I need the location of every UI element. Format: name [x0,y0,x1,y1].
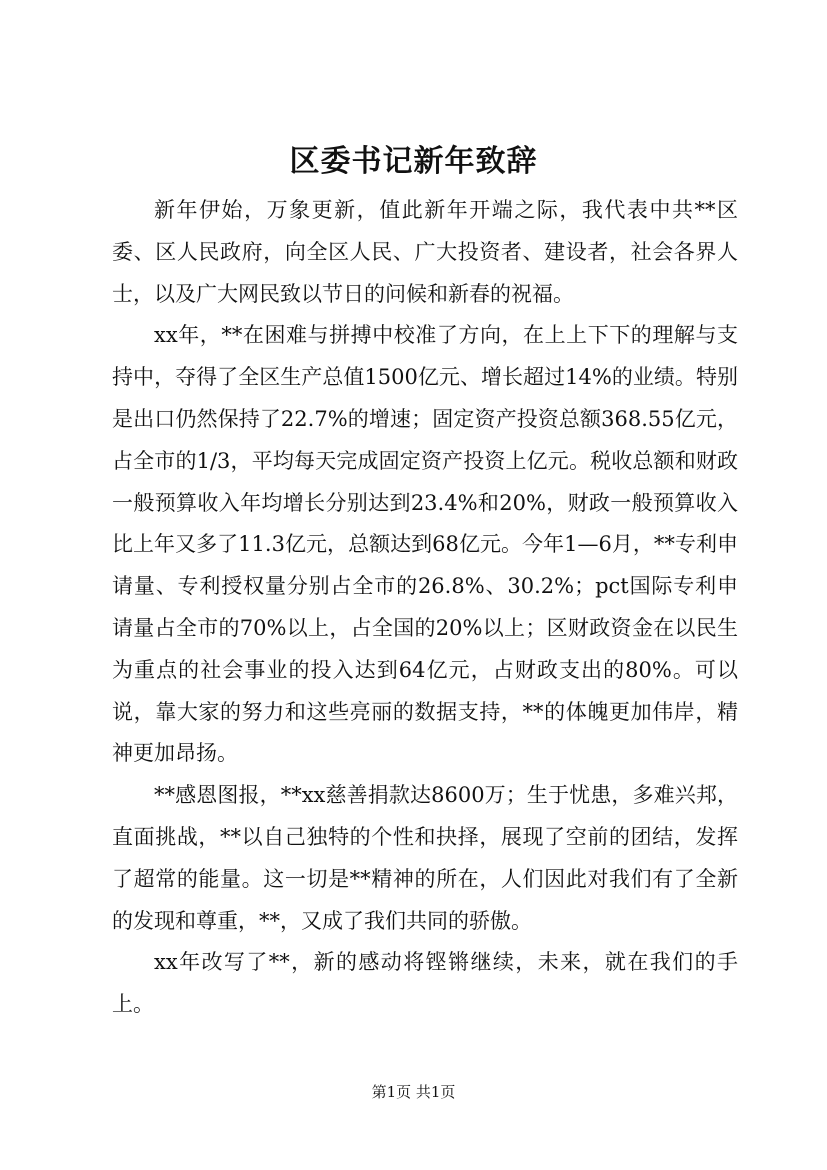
document-title: 区委书记新年致辞 [289,144,538,179]
paragraph-achievements: xx年，**在困难与拼搏中校准了方向，在上上下下的理解与支持中，夺得了全区生产总值1500亿元、增长超过14%的业绩。特别是出口仍然保持了22.7%的增速；固定资产投资总额368.55亿元，占全市的1/3，平均每天完成固定资产投资上亿元。税收总额和财政一般预算收入年均增长分别达到23.4%和20%，财政一般预算收入比上年又多了11.3亿元，总额达到68亿元。今年1—6月，**专利申请量、专利授权量分别占全市的26.8%、30.2%；pct国际专利申请量占全市的70%以上，占全国的20%以上；区财政资金在以民生为重点的社会事业的投入达到64亿元，占财政支出的80%。可以说，靠大家的努力和这些亮丽的数据支持，**的体魄更加伟岸，精神更加昂扬。 [112,323,738,766]
page-footer: 第1页 共1页 [371,1083,456,1101]
paragraph-greeting: 新年伊始，万象更新，值此新年开端之际，我代表中共**区委、区人民政府，向全区人民、广大投资者、建设者，社会各界人士，以及广大网民致以节日的问候和新春的祝福。 [112,198,738,306]
paragraph-spirit: **感恩图报，**xx慈善捐款达8600万；生于忧患，多难兴邦，直面挑战，**以自己独特的个性和抉择，展现了空前的团结，发挥了超常的能量。这一切是**精神的所在，人们因此对我们有了全新的发现和尊重，**，又成了我们共同的骄傲。 [112,783,738,933]
paragraph-closing: xx年改写了**，新的感动将铿锵继续，未来，就在我们的手上。 [112,950,738,1017]
document-body [112,190,738,1026]
